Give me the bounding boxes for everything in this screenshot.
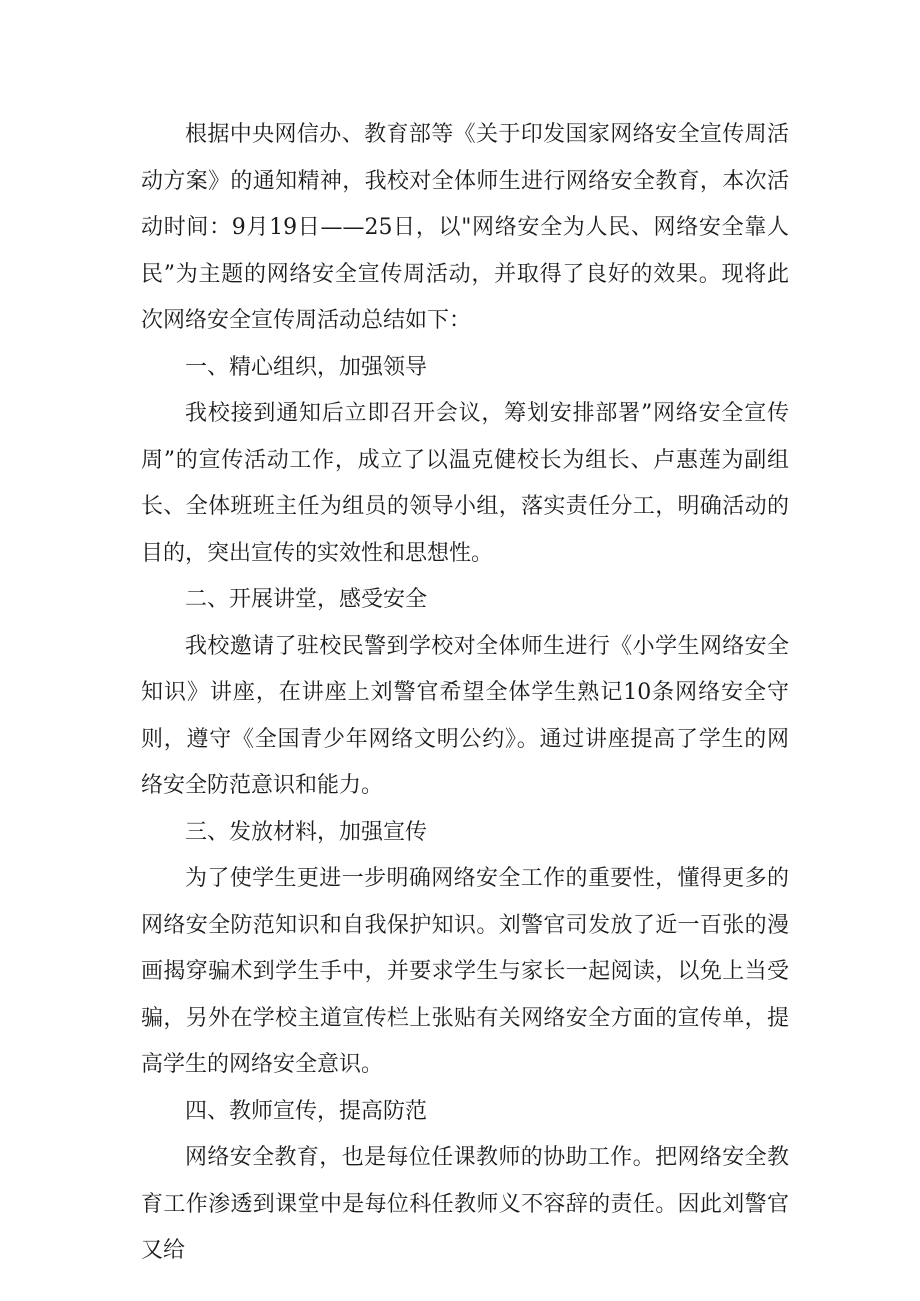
document-body [141, 112, 789, 1275]
lecture-paragraph: 我校邀请了驻校民警到学校对全体师生进行《小学生网络安全知识》讲座，在讲座上刘警官希望全体学生熟记10条网络安全守则，遵守《全国青少年网络文明公约》。通过讲座提高了学生的网络安全防范意识和能力。 [141, 633, 789, 798]
section-heading-teachers: 四、教师宣传，提高防范 [185, 1098, 428, 1124]
teachers-paragraph: 网络安全教育，也是每位任课教师的协助工作。把网络安全教育工作渗透到课堂中是每位科任教师义不容辞的责任。因此刘警官又给 [141, 1145, 789, 1263]
materials-paragraph: 为了使学生更进一步明确网络安全工作的重要性，懂得更多的网络安全防范知识和自我保护知识。刘警官司发放了近一百张的漫画揭穿骗术到学生手中，并要求学生与家长一起阅读，以免上当受骗，另外在学校主道宣传栏上张贴有关网络安全方面的宣传单，提高学生的网络安全意识。 [141, 866, 789, 1077]
organization-paragraph: 我校接到通知后立即召开会议，筹划安排部署”网络安全宣传周”的宣传活动工作，成立了以温克健校长为组长、卢惠莲为副组长、全体班班主任为组员的领导小组，落实责任分工，明确活动的目的，突出宣传的实效性和思想性。 [141, 401, 789, 566]
section-heading-lecture: 二、开展讲堂，感受安全 [185, 587, 428, 612]
section-heading-organization: 一、精心组织，加强领导 [185, 354, 428, 380]
intro-paragraph: 根据中央网信办、教育部等《关于印发国家网络安全宣传周活动方案》的通知精神，我校对全体师生进行网络安全教育，本次活动时间：9月19日——25日，以"网络安全为人民、网络安全靠人民”为主题的网络安全宣传周活动，并取得了良好的效果。现将此次网络安全宣传周活动总结如下： [141, 122, 789, 333]
section-heading-materials: 三、发放材料，加强宣传 [185, 819, 428, 845]
